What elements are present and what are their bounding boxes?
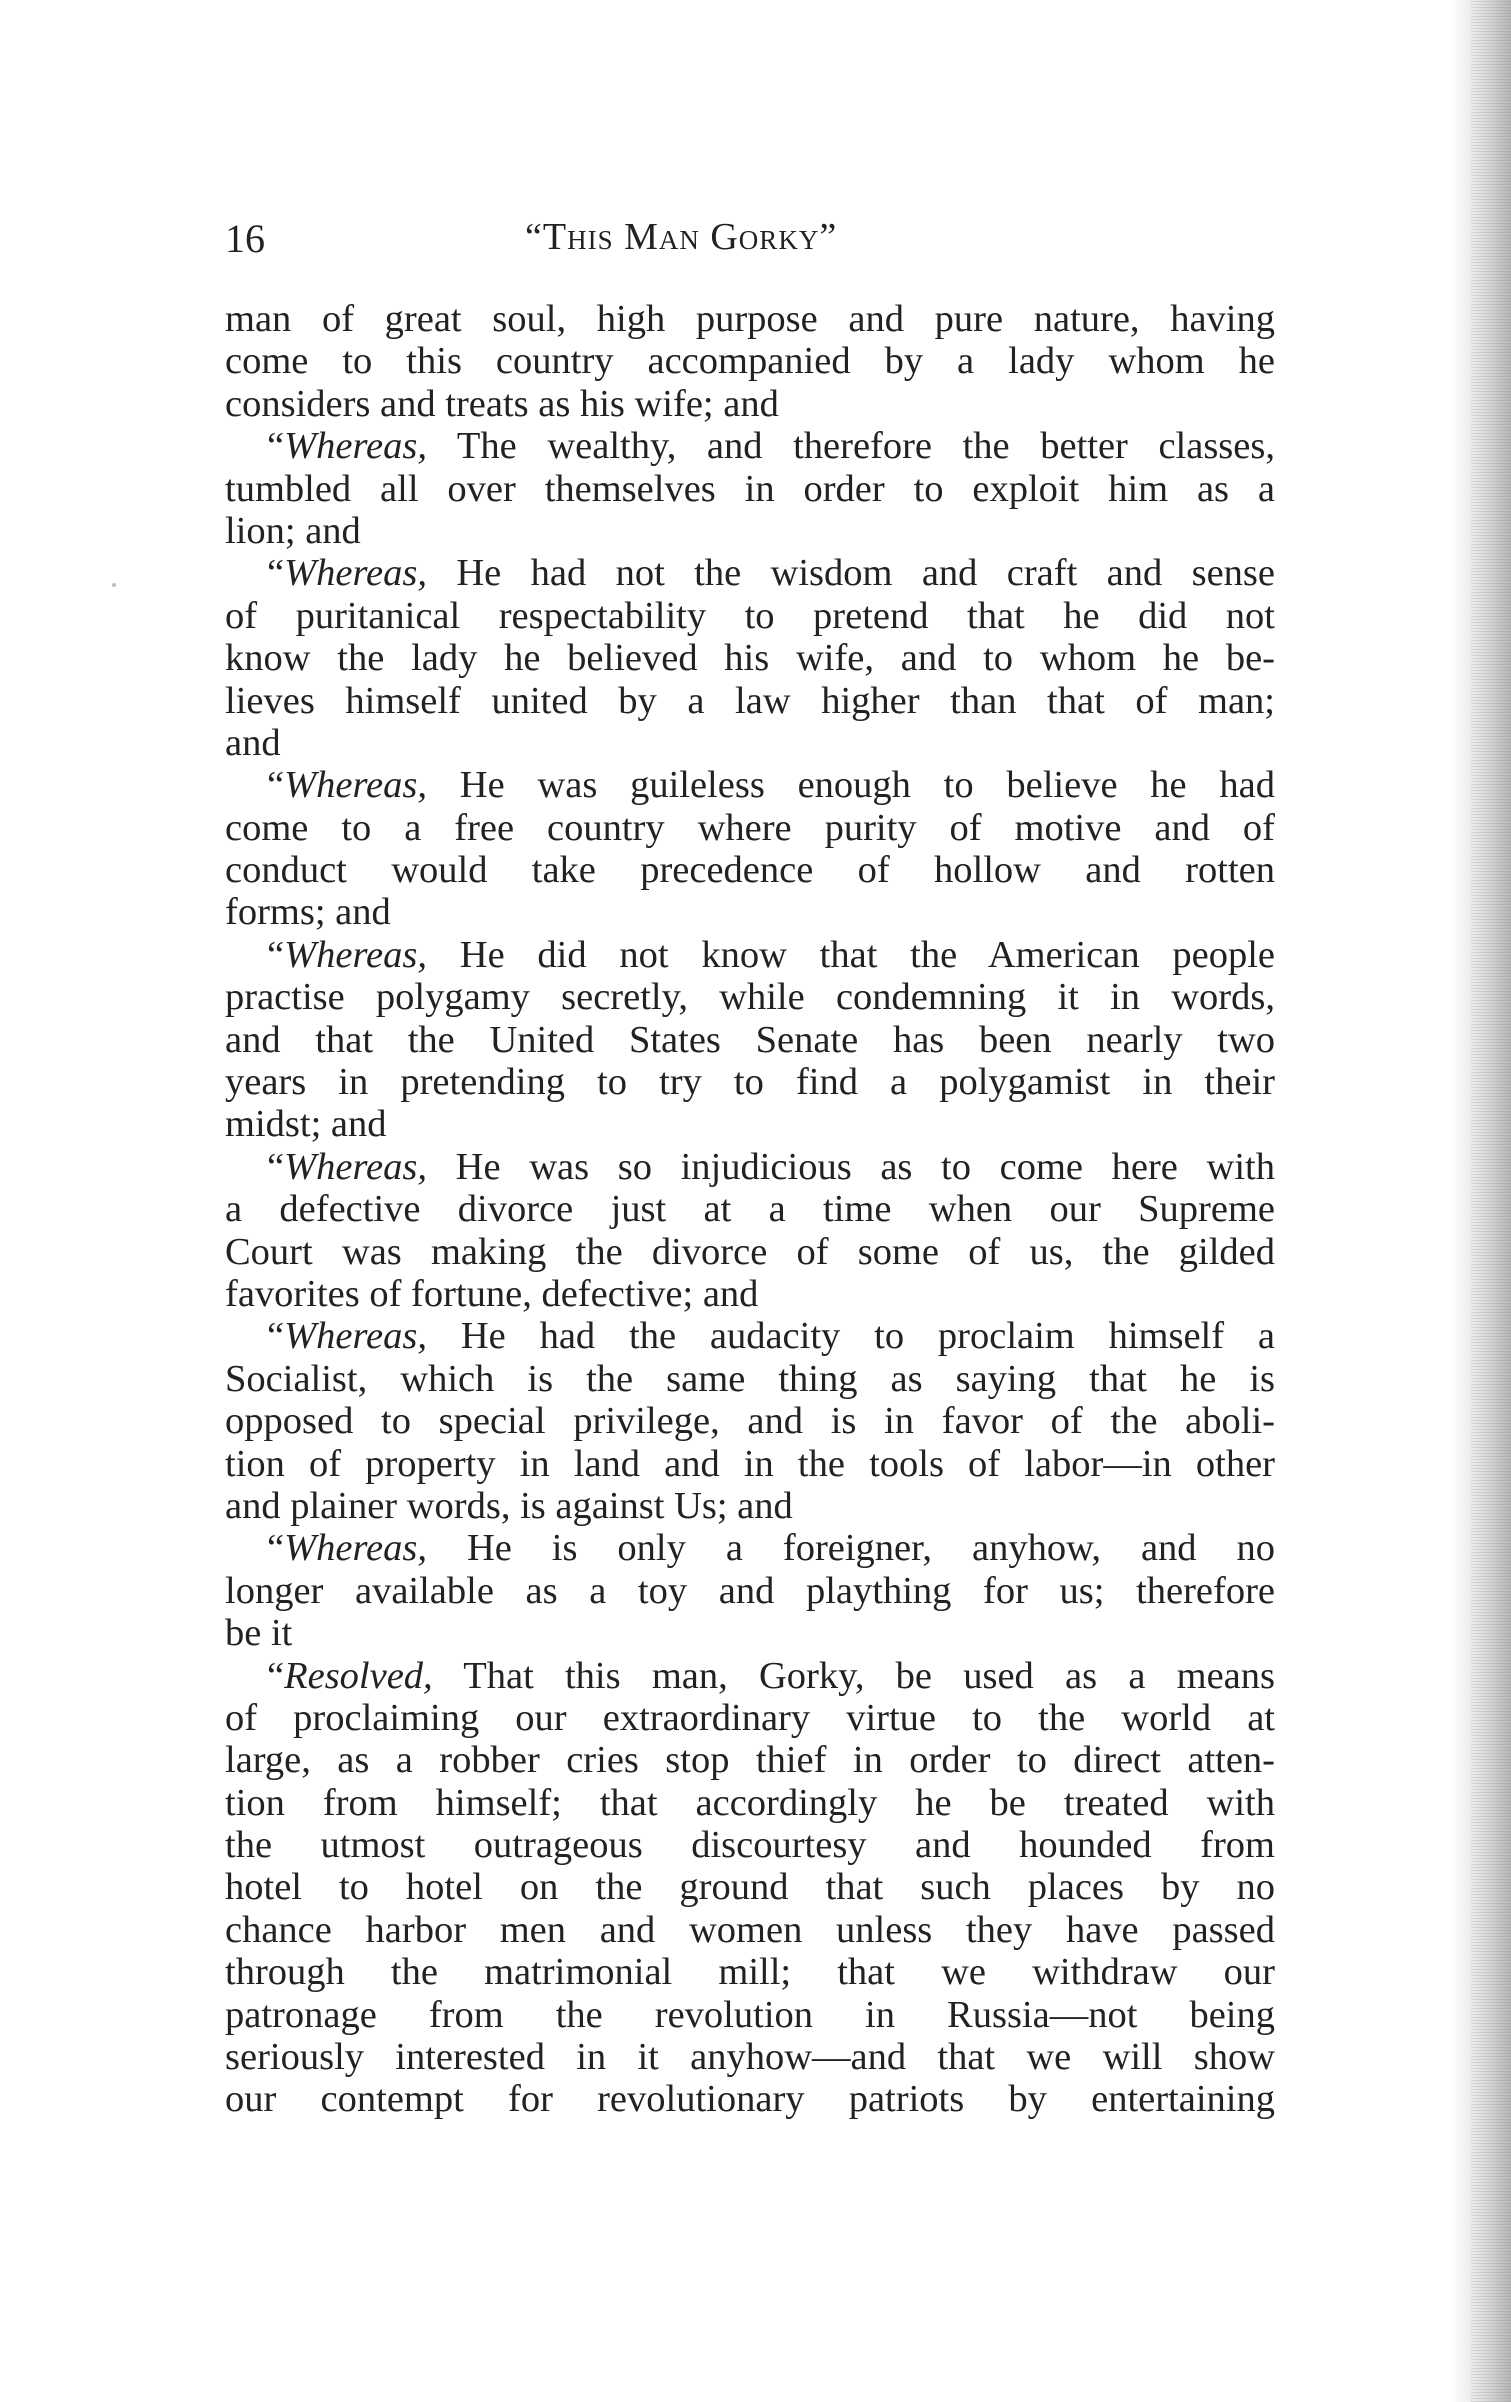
body-text (225, 298, 1275, 2121)
text-line (225, 1697, 1275, 1739)
text-line (225, 1612, 1275, 1654)
line-text: years in pretending to try to find a polygamist in their (225, 1061, 1275, 1104)
line-text: know the lady he believed his wife, and to whom he be- (225, 637, 1275, 680)
line-text: He is only a foreigner, anyhow, and no (427, 1527, 1275, 1570)
line-text: He was so injudicious as to come here with (427, 1145, 1275, 1188)
text-line (225, 298, 1275, 340)
text-line (225, 891, 1275, 933)
text-line (225, 340, 1275, 382)
line-text: come to this country accompanied by a lady whom he (225, 340, 1275, 383)
line-text: midst; and (225, 1103, 387, 1146)
line-text: and (225, 721, 281, 764)
text-line (225, 1019, 1275, 1061)
line-text: considers and treats as his wife; and (225, 382, 779, 425)
page-number: 16 (225, 216, 265, 261)
line-text: Court was making the divorce of some of us, the gilded (225, 1230, 1275, 1273)
text-line (225, 637, 1275, 679)
line-text: He had not the wisdom and craft and sense (427, 552, 1275, 595)
line-text: chance harbor men and women unless they have passed (225, 1908, 1275, 1951)
text-line (225, 468, 1275, 510)
line-text: longer available as a toy and plaything for us; therefore (225, 1569, 1275, 1612)
line-text: tumbled all over themselves in order to exploit him as a (225, 467, 1275, 510)
text-line (225, 425, 1275, 467)
line-text: man of great soul, high purpose and pure nature, having (225, 298, 1275, 340)
text-line (225, 764, 1275, 806)
line-text: be it (225, 1612, 293, 1655)
line-text: He had the audacity to proclaim himself a (427, 1315, 1275, 1358)
page-edge-shadow (1451, 0, 1511, 2402)
text-line (225, 1951, 1275, 1993)
line-text: our contempt for revolutionary patriots by entertaining (225, 2078, 1275, 2121)
line-text: seriously interested in it anyhow—and that we will show (225, 2036, 1275, 2079)
open-quote: “ (267, 933, 285, 976)
line-text: a defective divorce just at a time when our Supreme (225, 1188, 1275, 1231)
text-line (225, 976, 1275, 1018)
text-line (225, 1273, 1275, 1315)
line-text: tion of property in land and in the tools of labor—in other (225, 1442, 1275, 1485)
text-line (225, 1824, 1275, 1866)
text-line (225, 2078, 1275, 2120)
text-line (225, 1570, 1275, 1612)
line-text: conduct would take precedence of hollow and rotten (225, 849, 1275, 892)
text-line (225, 1739, 1275, 1781)
line-text: through the matrimonial mill; that we withdraw our (225, 1951, 1275, 1994)
line-text: patronage from the revolution in Russia—not being (225, 1993, 1275, 2036)
open-quote: “ (267, 425, 285, 468)
line-text: He did not know that the American people (427, 933, 1275, 976)
text-line (225, 1782, 1275, 1824)
line-text: and that the United States Senate has been nearly two (225, 1018, 1275, 1061)
text-line (225, 552, 1275, 594)
text-line (225, 1400, 1275, 1442)
line-text: Socialist, which is the same thing as saying that he is (225, 1357, 1275, 1400)
italic-keyword: Whereas, (284, 1145, 428, 1188)
text-line (225, 722, 1275, 764)
text-line (225, 1655, 1275, 1697)
text-line (225, 1994, 1275, 2036)
text-line (225, 934, 1275, 976)
text-line (225, 1909, 1275, 1951)
line-text: forms; and (225, 891, 391, 934)
italic-keyword: Whereas, (284, 1315, 428, 1358)
open-quote: “ (267, 1654, 285, 1697)
text-line (225, 510, 1275, 552)
open-quote: “ (267, 1527, 285, 1570)
text-line (225, 1527, 1275, 1569)
italic-keyword: Whereas, (284, 552, 428, 595)
text-line (225, 1485, 1275, 1527)
text-line (225, 1231, 1275, 1273)
line-text: favorites of fortune, defective; and (225, 1272, 759, 1315)
text-line (225, 1061, 1275, 1103)
running-header (225, 215, 1275, 265)
line-text: practise polygamy secretly, while condemning it in words, (225, 976, 1275, 1019)
line-text: That this man, Gorky, be used as a means (432, 1654, 1275, 1697)
line-text: large, as a robber cries stop thief in order to direct atten- (225, 1739, 1275, 1782)
italic-keyword: Whereas, (284, 425, 428, 468)
text-line (225, 383, 1275, 425)
italic-keyword: Resolved, (284, 1654, 433, 1697)
text-line (225, 680, 1275, 722)
running-title: “This Man Gorky” (525, 216, 838, 258)
line-text: He was guileless enough to believe he had (427, 764, 1275, 807)
text-line (225, 849, 1275, 891)
open-quote: “ (267, 1315, 285, 1358)
line-text: come to a free country where purity of motive and of (225, 806, 1275, 849)
line-text: the utmost outrageous discourtesy and hounded from (225, 1824, 1275, 1867)
italic-keyword: Whereas, (284, 764, 428, 807)
text-line (225, 1866, 1275, 1908)
line-text: opposed to special privilege, and is in favor of the aboli- (225, 1400, 1275, 1443)
line-text: lieves himself united by a law higher than that of man; (225, 679, 1275, 722)
text-line (225, 807, 1275, 849)
line-text: and plainer words, is against Us; and (225, 1484, 793, 1527)
line-text: of proclaiming our extraordinary virtue to the world at (225, 1696, 1275, 1739)
open-quote: “ (267, 552, 285, 595)
line-text: tion from himself; that accordingly he be treated with (225, 1781, 1275, 1824)
line-text: lion; and (225, 509, 361, 552)
paper-speck (112, 583, 116, 587)
open-quote: “ (267, 764, 285, 807)
line-text: of puritanical respectability to pretend that he did not (225, 594, 1275, 637)
text-line (225, 1103, 1275, 1145)
open-quote: “ (267, 1145, 285, 1188)
text-line (225, 1315, 1275, 1357)
line-text: hotel to hotel on the ground that such places by no (225, 1866, 1275, 1909)
line-text: The wealthy, and therefore the better classes, (427, 425, 1275, 468)
italic-keyword: Whereas, (284, 933, 428, 976)
text-line (225, 1358, 1275, 1400)
text-line (225, 1188, 1275, 1230)
text-line (225, 2036, 1275, 2078)
text-line (225, 595, 1275, 637)
text-line (225, 1146, 1275, 1188)
italic-keyword: Whereas, (284, 1527, 428, 1570)
text-line (225, 1443, 1275, 1485)
